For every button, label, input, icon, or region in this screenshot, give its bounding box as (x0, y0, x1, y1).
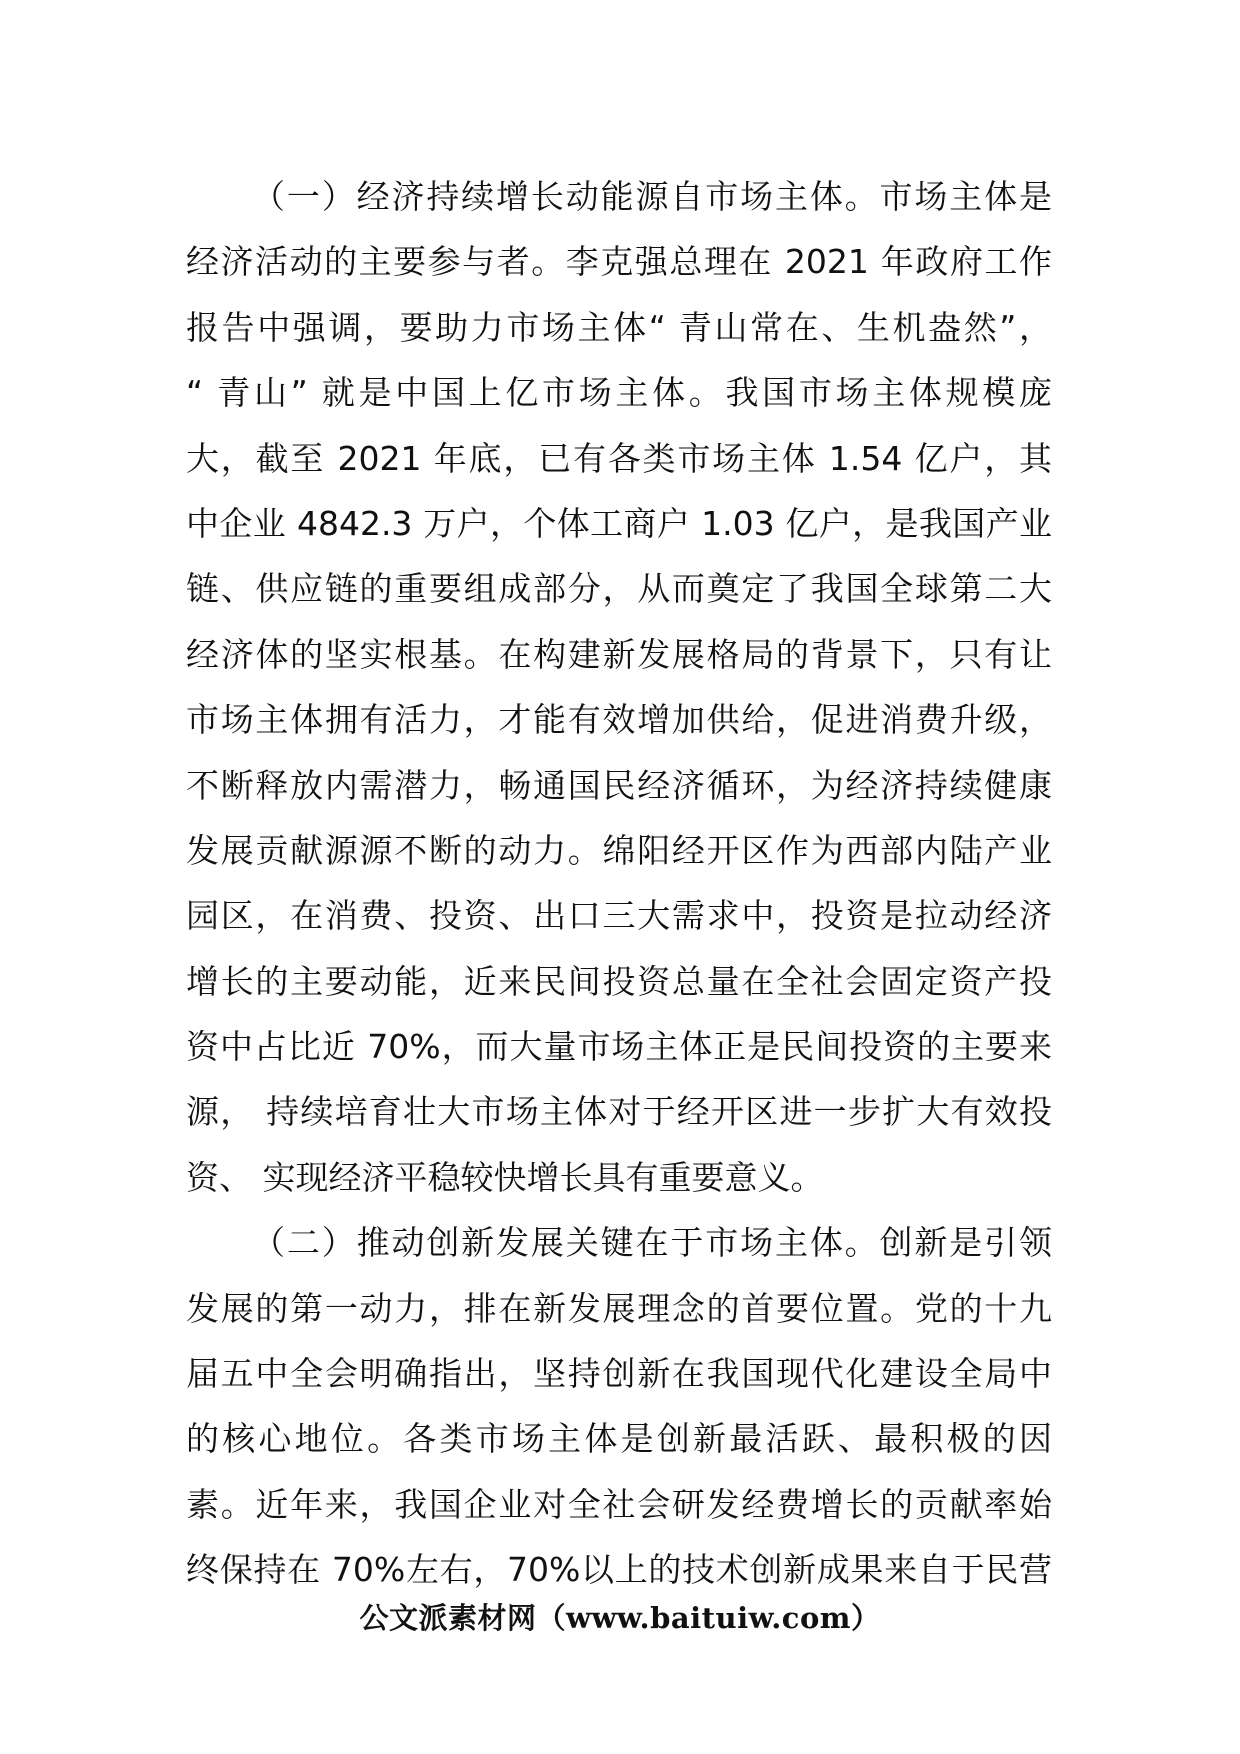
text-line: （二）推动创新发展关键在于市场主体。创新是引领 (252, 1223, 1052, 1263)
text-line: 资、 实现经济平稳较快增长具有重要意义。 (186, 1157, 824, 1197)
paragraph-market-entities-growth (186, 164, 1052, 1210)
text-line: 届五中全会明确指出，坚持创新在我国现代化建设全局中 (186, 1354, 1052, 1394)
text-line: 发展贡献源源不断的动力。绵阳经开区作为西部内陆产业 (186, 830, 1052, 870)
document-body (186, 164, 1052, 1603)
text-line: 增长的主要动能，近来民间投资总量在全社会固定资产投 (186, 961, 1052, 1001)
text-line: “ 青山” 就是中国上亿市场主体。我国市场主体规模庞 (186, 373, 1052, 413)
text-line: 报告中强调，要助力市场主体“ 青山常在、生机盎然”， (186, 307, 1052, 347)
text-line: 市场主体拥有活力，才能有效增加供给，促进消费升级， (186, 700, 1052, 740)
text-line: 资中占比近 70%，而大量市场主体正是民间投资的主要来 (186, 1027, 1052, 1067)
text-line: 链、供应链的重要组成部分，从而奠定了我国全球第二大 (186, 569, 1052, 609)
footer-watermark: 公文派素材网（www.baituiw.com） (359, 1601, 881, 1635)
text-line: 经济体的坚实根基。在构建新发展格局的背景下，只有让 (186, 634, 1052, 674)
text-line: 园区，在消费、投资、出口三大需求中，投资是拉动经济 (186, 896, 1052, 936)
text-line: 的核心地位。各类市场主体是创新最活跃、最积极的因 (186, 1419, 1052, 1459)
text-line: 不断释放内需潜力，畅通国民经济循环，为经济持续健康 (186, 765, 1052, 805)
text-line: 经济活动的主要参与者。李克强总理在 2021 年政府工作 (186, 242, 1052, 282)
text-line: 源， 持续培育壮大市场主体对于经开区进一步扩大有效投 (186, 1092, 1052, 1132)
text-line: 素。近年来，我国企业对全社会研发经费增长的贡献率始 (186, 1484, 1052, 1524)
text-line: 中企业 4842.3 万户，个体工商户 1.03 亿户，是我国产业 (186, 503, 1052, 543)
text-line: 大，截至 2021 年底，已有各类市场主体 1.54 亿户，其 (186, 438, 1052, 478)
text-line: 终保持在 70%左右，70%以上的技术创新成果来自于民营 (186, 1550, 1052, 1590)
text-line: （一）经济持续增长动能源自市场主体。市场主体是 (252, 177, 1052, 216)
text-line: 发展的第一动力，排在新发展理念的首要位置。党的十九 (186, 1288, 1052, 1328)
paragraph-innovation (186, 1210, 1052, 1602)
